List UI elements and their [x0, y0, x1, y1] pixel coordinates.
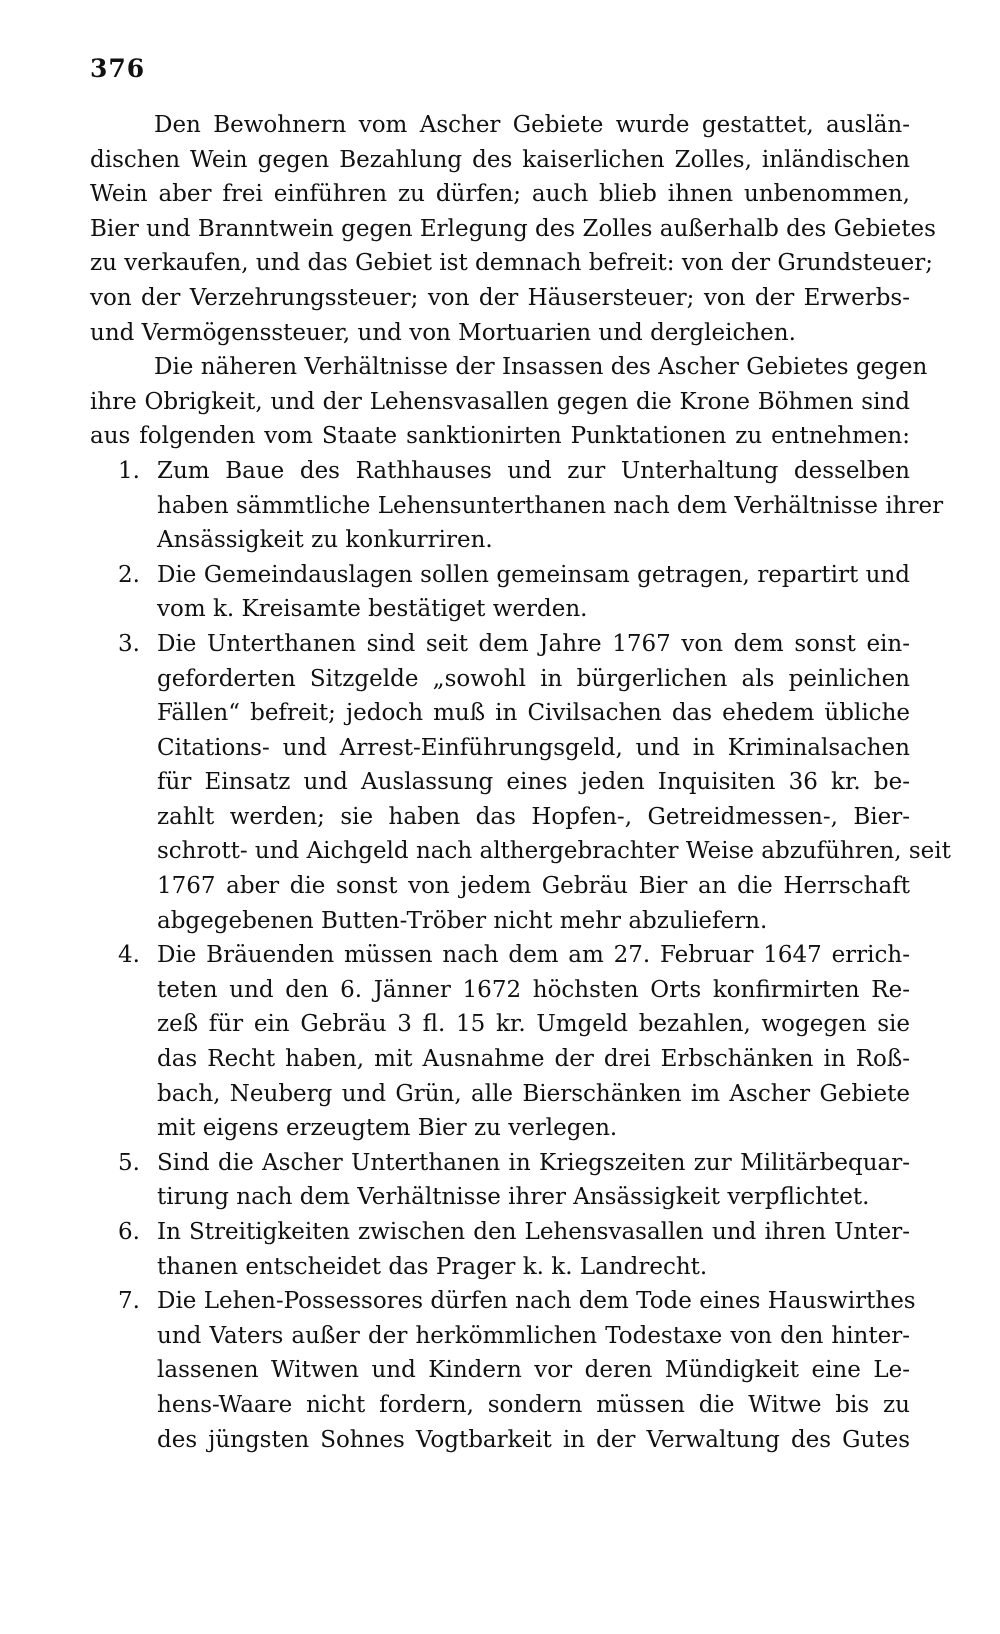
- paragraph-2: [90, 350, 928, 454]
- list-item-number: 6.: [118, 1219, 140, 1245]
- text-line: und Vermögenssteuer, und von Mortuarien und dergleichen.: [90, 319, 796, 346]
- text-line: zu verkaufen, und das Gebiet ist demnach befreit: von der Grundsteuer;: [90, 250, 933, 277]
- text-line: vom k. Kreisamte bestätiget werden.: [157, 596, 588, 623]
- text-line: Wein aber frei einführen zu dürfen; auch blieb ihnen unbenommen,: [90, 181, 910, 208]
- text-line: für Einsatz und Auslassung eines jeden Inquisiten 36 kr. be-: [157, 769, 910, 796]
- list-item-number: 7.: [118, 1288, 140, 1315]
- text-line: Die Bräuenden müssen nach dem am 27. Februar 1647 errich-: [157, 942, 910, 969]
- body-text: [90, 108, 951, 1457]
- list-item-7: [90, 1284, 916, 1457]
- text-line: In Streitigkeiten zwischen den Lehensvasallen und ihren Unter-: [157, 1219, 910, 1245]
- text-line: und Vaters außer der herkömmlichen Todestaxe von den hinter-: [157, 1322, 910, 1349]
- list-item-3: [90, 627, 951, 938]
- text-line: Sind die Ascher Unterthanen in Kriegszeiten zur Militärbequar-: [157, 1149, 910, 1176]
- text-line: des jüngsten Sohnes Vogtbarkeit in der Verwaltung des Gutes: [157, 1426, 910, 1453]
- text-line: dischen Wein gegen Bezahlung des kaiserlichen Zolles, inländischen: [90, 146, 910, 173]
- text-line: Citations- und Arrest-Einführungsgeld, und in Kriminalsachen: [157, 734, 910, 761]
- text-line: Zum Baue des Rathhauses und zur Unterhaltung desselben: [157, 457, 910, 484]
- text-line: das Recht haben, mit Ausnahme der drei Erbschänken in Roß-: [157, 1046, 910, 1073]
- text-line: aus folgenden vom Staate sanktionirten Punktationen zu entnehmen:: [90, 423, 910, 450]
- text-line: lassenen Witwen und Kindern vor deren Mündigkeit eine Le-: [157, 1357, 910, 1384]
- paragraph-1: [90, 108, 936, 350]
- text-line: abgegebenen Butten-Tröber nicht mehr abzuliefern.: [157, 907, 768, 934]
- text-line: Ansässigkeit zu konkurriren.: [157, 527, 493, 554]
- list-item-5: [90, 1146, 910, 1215]
- text-line: Die Gemeindauslagen sollen gemeinsam getragen, repartirt und: [157, 561, 910, 588]
- list-item-1: [90, 454, 944, 558]
- text-line: Bier und Branntwein gegen Erlegung des Zolles außerhalb des Gebietes: [90, 215, 936, 242]
- list-item-2: [90, 558, 910, 627]
- list-item-number: 3.: [118, 630, 140, 657]
- text-line: Den Bewohnern vom Ascher Gebiete wurde gestattet, auslän-: [154, 112, 910, 138]
- text-line: zahlt werden; sie haben das Hopfen-, Getreidmessen-, Bier-: [157, 803, 910, 830]
- list-item-number: 2.: [118, 561, 140, 588]
- text-line: hens-Waare nicht fordern, sondern müssen die Witwe bis zu: [157, 1391, 910, 1418]
- text-line: tirung nach dem Verhältnisse ihrer Ansässigkeit verpflichtet.: [157, 1184, 870, 1211]
- text-line: Die Unterthanen sind seit dem Jahre 1767 von dem sonst ein-: [157, 630, 910, 657]
- text-line: 1767 aber die sonst von jedem Gebräu Bier an die Herrschaft: [157, 873, 910, 900]
- text-line: Die Lehen-Possessores dürfen nach dem Tode eines Hauswirthes: [157, 1288, 916, 1315]
- list-item-4: [90, 938, 910, 1146]
- text-line: bach, Neuberg und Grün, alle Bierschänken im Ascher Gebiete: [157, 1080, 910, 1107]
- text-line: schrott- und Aichgeld nach althergebrachter Weise abzuführen, seit: [157, 838, 951, 865]
- text-line: zeß für ein Gebräu 3 fl. 15 kr. Umgeld bezahlen, wogegen sie: [157, 1011, 910, 1038]
- text-line: haben sämmtliche Lehensunterthanen nach dem Verhältnisse ihrer: [157, 492, 944, 519]
- text-line: geforderten Sitzgelde „sowohl in bürgerlichen als peinlichen: [157, 665, 910, 692]
- list-item-number: 4.: [118, 942, 140, 969]
- text-line: ihre Obrigkeit, und der Lehensvasallen gegen die Krone Böhmen sind: [90, 388, 910, 415]
- text-line: teten und den 6. Jänner 1672 höchsten Orts konfirmirten Re-: [157, 976, 910, 1003]
- text-line: von der Verzehrungssteuer; von der Häusersteuer; von der Erwerbs-: [90, 284, 910, 311]
- text-line: Fällen“ befreit; jedoch muß in Civilsachen das ehedem übliche: [157, 700, 910, 727]
- list-item-number: 5.: [118, 1149, 140, 1176]
- list-item-6: [90, 1215, 910, 1284]
- text-line: thanen entscheidet das Prager k. k. Landrecht.: [157, 1253, 708, 1280]
- text-line: Die näheren Verhältnisse der Insassen des Ascher Gebietes gegen: [154, 354, 928, 381]
- text-line: mit eigens erzeugtem Bier zu verlegen.: [157, 1115, 618, 1142]
- list-item-number: 1.: [118, 457, 140, 484]
- page-number: 376: [90, 54, 146, 83]
